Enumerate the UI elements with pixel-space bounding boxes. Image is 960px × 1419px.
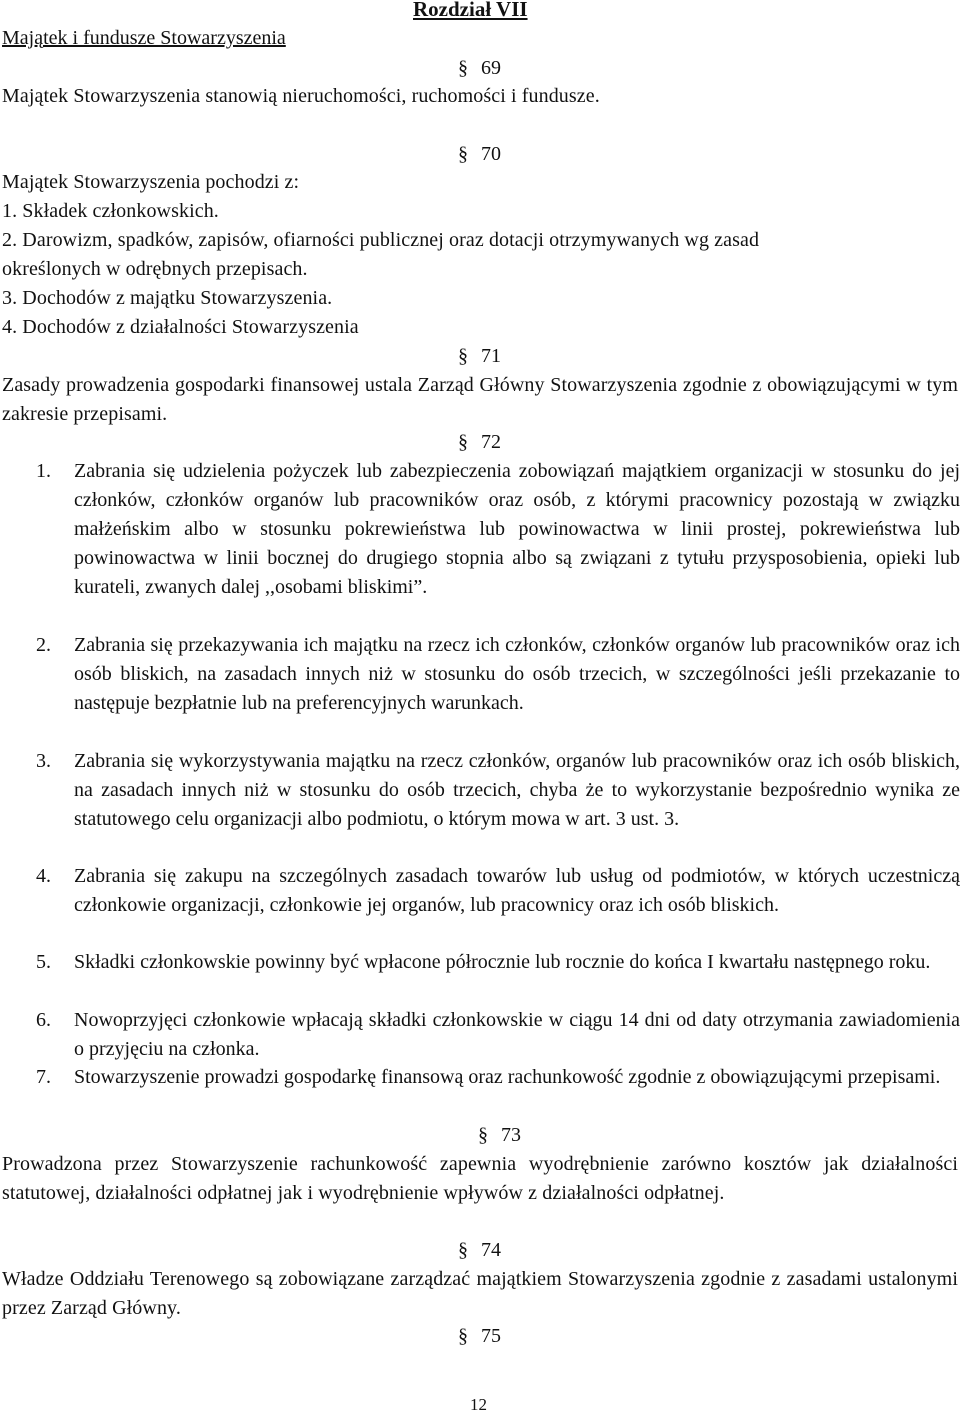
chapter-subtitle: Majątek i fundusze Stowarzyszenia [2,27,286,49]
list-item: 2. Darowizm, spadków, zapisów, ofiarności publicznej oraz dotacji otrzymywanych wg zasad [2,229,760,251]
section-70-intro: Majątek Stowarzyszenia pochodzi z: [2,171,300,193]
section-74-text: Władze Oddziału Terenowego są zobowiązane zarządzać majątkiem Stowarzyszenia zgodnie z zasadami ustalonymi przez Zarząd Główny. [2,1268,958,1319]
section-73-heading [478,1121,521,1150]
paragraph-sign: § [458,1325,468,1347]
section-73-text: Prowadzona przez Stowarzyszenie rachunkowość zapewnia wyodrębnienie zarówno kosztów jak działalności statutowej, działalności odpłatnej jak i wyodrębnienie wpływów z działalności odpłatnej. [2,1153,958,1204]
section-69-heading [458,54,501,83]
section-75-heading [458,1322,501,1351]
paragraph-sign: § [458,431,468,453]
section-69-text: Majątek Stowarzyszenia stanowią nieruchomości, ruchomości i fundusze. [2,85,600,107]
item-text: Zabrania się udzielenia pożyczek lub zabezpieczenia zobowiązań majątkiem organizacji w stosunku do jej członków, członków organów lub pracowników oraz osób, z którymi pracownicy pozostają w związku małżeńskim albo w stosunku pokrewieństwa lub powinowactwa w linii prostej, pokrewieństwa lub powinowactwa w linii bocznej do drugiego stopnia albo są związani z tytułu przysposobienia, opieki lub kurateli, zwanych dalej ,,osobami bliskimi”. [74,460,960,598]
section-number: 74 [481,1239,501,1261]
section-number: 70 [481,143,501,165]
section-70-heading [458,140,501,169]
item-text: Nowoprzyjęci członkowie wpłacają składki członkowskie w ciągu 14 dni od daty otrzymania zawiadomienia o przyjęciu na członka. [74,1009,960,1060]
item-number: 1. [36,460,51,482]
item-text: Stowarzyszenie prowadzi gospodarkę finansową oraz rachunkowość zgodnie z obowiązującymi przepisami. [74,1066,941,1088]
page-number: 12 [470,1395,487,1414]
list-item: 4. Dochodów z działalności Stowarzyszenia [2,316,359,338]
section-number: 73 [501,1124,521,1146]
section-72-heading [458,428,501,457]
paragraph-sign: § [478,1124,488,1146]
item-number: 2. [36,634,51,656]
paragraph-sign: § [458,1239,468,1261]
section-71-heading [458,342,501,371]
section-71-text: Zasady prowadzenia gospodarki finansowej ustala Zarząd Główny Stowarzyszenia zgodnie z obowiązującymi w tym zakresie przepisami. [2,374,958,425]
item-number: 7. [36,1066,51,1088]
item-number: 5. [36,951,51,973]
paragraph-sign: § [458,345,468,367]
chapter-title: Rozdział VII [413,0,528,21]
list-item: określonych w odrębnych przepisach. [2,258,308,280]
section-number: 69 [481,57,501,79]
item-text: Zabrania się przekazywania ich majątku na rzecz ich członków, członków organów lub pracowników oraz ich osób bliskich, na zasadach innych niż w stosunku do osób trzecich, w szczególności jeśli przekazanie to następuje bezpłatnie lub na preferencyjnych warunkach. [74,634,960,714]
item-text: Zabrania się wykorzystywania majątku na rzecz członków, organów lub pracowników oraz ich osób bliskich, na zasadach innych niż w stosunku do osób trzecich, chyba że to wykorzystanie bezpośrednio wynika ze statutowego celu organizacji albo podmiotu, o którym mowa w art. 3 ust. 3. [74,750,960,830]
list-item: 1. Składek członkowskich. [2,200,219,222]
section-number: 71 [481,345,501,367]
section-74-heading [458,1236,501,1265]
item-number: 4. [36,865,51,887]
section-number: 72 [481,431,501,453]
paragraph-sign: § [458,57,468,79]
item-number: 3. [36,750,51,772]
paragraph-sign: § [458,143,468,165]
list-item: 3. Dochodów z majątku Stowarzyszenia. [2,287,333,309]
item-number: 6. [36,1009,51,1031]
item-text: Składki członkowskie powinny być wpłacone półrocznie lub rocznie do końca I kwartału następnego roku. [74,951,931,973]
item-text: Zabrania się zakupu na szczególnych zasadach towarów lub usług od podmiotów, w których uczestniczą członkowie organizacji, członkowie jej organów, lub pracownicy oraz ich osób bliskich. [74,865,960,916]
section-number: 75 [481,1325,501,1347]
